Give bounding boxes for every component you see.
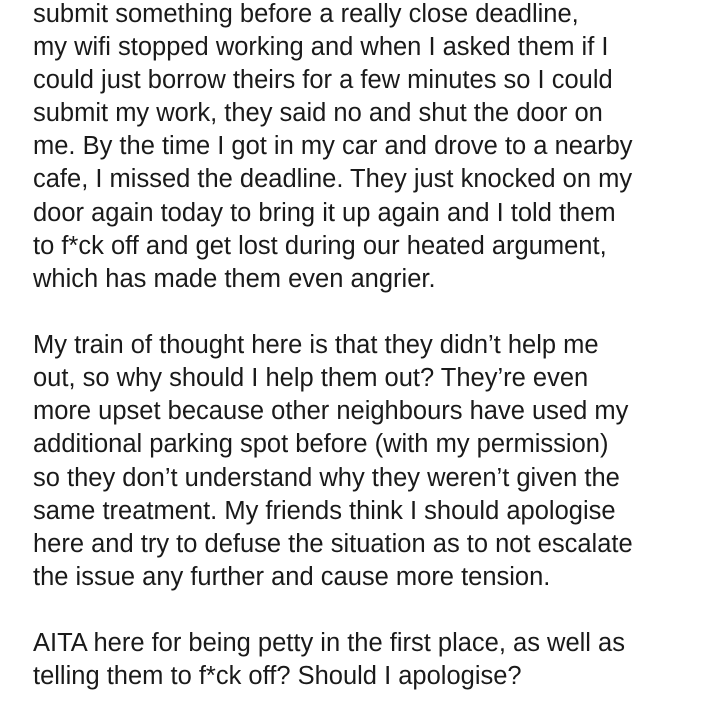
text-line: AITA here for being petty in the first place, as well as	[33, 629, 625, 658]
text-line: submit something before a really close deadline,	[33, 0, 579, 28]
text-line: which has made them even angrier.	[33, 264, 436, 293]
text-line: additional parking spot before (with my permission)	[33, 430, 609, 459]
text-line: submit my work, they said no and shut the door on	[33, 99, 603, 128]
text-line: same treatment. My friends think I should apologise	[33, 496, 616, 525]
text-line: telling them to f*ck off? Should I apologise?	[33, 662, 522, 691]
text-line: so they don’t understand why they weren’t given the	[33, 463, 620, 492]
post-body	[33, 0, 713, 693]
text-line: here and try to defuse the situation as to not escalate	[33, 529, 633, 558]
paragraph-1	[33, 0, 713, 296]
text-line: more upset because other neighbours have used my	[33, 397, 629, 426]
text-line: me. By the time I got in my car and drove to a nearby	[33, 132, 633, 161]
text-line: the issue any further and cause more tension.	[33, 562, 551, 591]
paragraph-3	[33, 627, 713, 693]
text-line: door again today to bring it up again and I told them	[33, 198, 616, 227]
text-line: my wifi stopped working and when I asked them if I	[33, 33, 609, 62]
paragraph-spacer	[33, 594, 713, 627]
text-line: My train of thought here is that they didn’t help me	[33, 331, 599, 360]
text-line: cafe, I missed the deadline. They just knocked on my	[33, 165, 633, 194]
text-line: out, so why should I help them out? They’re even	[33, 364, 589, 393]
text-line: could just borrow theirs for a few minutes so I could	[33, 66, 613, 95]
paragraph-spacer	[33, 296, 713, 329]
text-line: to f*ck off and get lost during our heated argument,	[33, 231, 607, 260]
paragraph-2	[33, 329, 713, 594]
